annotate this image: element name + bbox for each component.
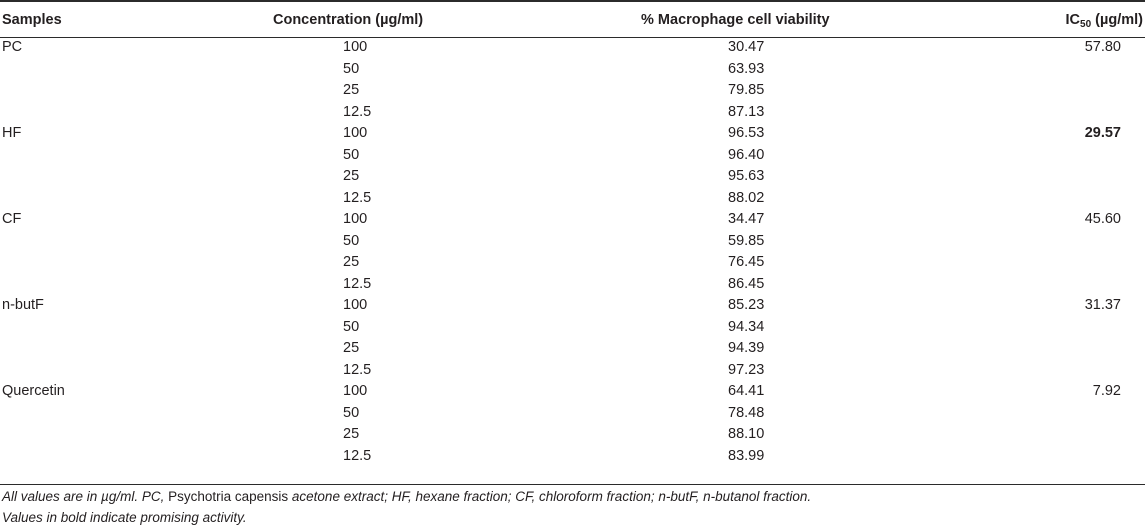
cell-sample (0, 59, 170, 81)
cell-concentration: 12.5 (343, 189, 372, 206)
cell-sample: PC (2, 39, 23, 55)
cell-concentration: 12.5 (343, 447, 372, 464)
cell-ic50 (895, 59, 1145, 81)
cell-concentration: 100 (343, 383, 368, 399)
cell-viability: 86.45 (728, 275, 765, 292)
table-row (0, 37, 1145, 59)
cell-ic50 (895, 446, 1145, 468)
footnote-abbreviations (2, 489, 811, 504)
cell-ic50 (895, 80, 1145, 102)
table-row (0, 209, 1145, 231)
cell-sample (0, 446, 170, 468)
cell-sample (0, 188, 170, 210)
cell-viability: 94.39 (728, 340, 765, 356)
cell-viability: 63.93 (728, 60, 765, 77)
table-row (0, 102, 1145, 124)
table-body (0, 37, 1145, 467)
cell-viability: 96.40 (728, 146, 765, 163)
cell-ic50 (895, 403, 1145, 425)
cell-sample (0, 424, 170, 446)
cell-concentration: 100 (343, 211, 368, 227)
cell-sample (0, 360, 170, 382)
header-ic50-prefix: IC (1065, 11, 1081, 28)
table-row (0, 59, 1145, 81)
cell-concentration: 50 (343, 318, 360, 335)
header-concentration: Concentration (µg/ml) (273, 11, 424, 28)
cell-concentration: 12.5 (343, 361, 372, 378)
cell-ic50 (895, 166, 1145, 188)
table-row (0, 274, 1145, 296)
cell-sample (0, 274, 170, 296)
cell-sample (0, 403, 170, 425)
header-ic50-subscript: 50 (1080, 18, 1092, 30)
cell-concentration: 100 (343, 297, 368, 313)
header-row (0, 2, 1145, 37)
cell-concentration: 100 (343, 125, 368, 141)
table-row (0, 166, 1145, 188)
cell-ic50 (895, 424, 1145, 446)
cell-sample (0, 80, 170, 102)
table-row (0, 317, 1145, 339)
cell-concentration: 25 (343, 426, 360, 442)
cell-ic50 (895, 338, 1145, 360)
cell-concentration: 50 (343, 404, 360, 421)
cell-viability: 78.48 (728, 404, 765, 421)
cell-sample (0, 145, 170, 167)
header-samples: Samples (2, 11, 62, 28)
table-row (0, 446, 1145, 468)
cell-viability: 88.10 (728, 426, 765, 442)
table-row (0, 252, 1145, 274)
header-viability: % Macrophage cell viability (641, 11, 830, 28)
footnote-species-name: Psychotria capensis (168, 489, 289, 504)
cell-ic50: 31.37 (1084, 297, 1121, 313)
results-table (0, 2, 1145, 467)
cell-viability: 97.23 (728, 361, 765, 378)
cell-concentration: 25 (343, 254, 360, 270)
cell-concentration: 25 (343, 340, 360, 356)
cell-sample (0, 166, 170, 188)
cell-viability: 96.53 (728, 125, 765, 141)
cell-ic50 (895, 360, 1145, 382)
cell-sample: HF (2, 125, 22, 141)
table-row (0, 360, 1145, 382)
header-ic50 (895, 2, 1145, 37)
table-row (0, 231, 1145, 253)
table-row (0, 188, 1145, 210)
cell-viability: 87.13 (728, 103, 765, 120)
footnote-abbreviations-part3: acetone extract; HF, hexane fraction; CF, chloroform fraction; n-butF, n-butanol fraction. (288, 489, 812, 504)
cell-sample (0, 338, 170, 360)
table-row (0, 338, 1145, 360)
table-row (0, 295, 1145, 317)
cell-ic50 (895, 274, 1145, 296)
cell-sample (0, 231, 170, 253)
footnote-abbreviations-part1: All values are in µg/ml. PC, (2, 489, 169, 504)
cell-ic50 (895, 102, 1145, 124)
cell-ic50 (895, 231, 1145, 253)
cell-ic50 (895, 188, 1145, 210)
footnote-bold-note: Values in bold indicate promising activity. (2, 510, 247, 525)
table-row (0, 403, 1145, 425)
cell-viability: 64.41 (728, 383, 765, 399)
table-row (0, 424, 1145, 446)
cell-ic50 (895, 252, 1145, 274)
cell-viability: 34.47 (728, 211, 765, 227)
cell-viability: 85.23 (728, 297, 765, 313)
cell-sample: n-butF (2, 297, 44, 313)
cell-sample (0, 102, 170, 124)
cell-viability: 94.34 (728, 318, 765, 335)
cell-concentration: 50 (343, 232, 360, 249)
cell-sample (0, 317, 170, 339)
table-header (0, 2, 1145, 37)
cell-concentration: 100 (343, 39, 368, 55)
cell-concentration: 12.5 (343, 275, 372, 292)
cell-viability: 30.47 (728, 39, 765, 55)
cell-ic50: 45.60 (1084, 211, 1121, 227)
table-bottom-rule (0, 484, 1145, 485)
cell-concentration: 25 (343, 168, 360, 184)
cell-viability: 95.63 (728, 168, 765, 184)
cell-sample (0, 252, 170, 274)
cell-concentration: 25 (343, 82, 360, 98)
cell-viability: 88.02 (728, 189, 765, 206)
cell-concentration: 12.5 (343, 103, 372, 120)
table-row (0, 381, 1145, 403)
cell-sample: CF (2, 211, 22, 227)
cell-ic50: 57.80 (1084, 39, 1121, 55)
cell-viability: 59.85 (728, 232, 765, 249)
cell-viability: 83.99 (728, 447, 765, 464)
cell-viability: 76.45 (728, 254, 765, 270)
table-row (0, 123, 1145, 145)
table-row (0, 80, 1145, 102)
cell-ic50 (895, 317, 1145, 339)
cell-ic50: 7.92 (1092, 383, 1121, 399)
cell-sample: Quercetin (2, 383, 65, 399)
cell-ic50: 29.57 (1084, 125, 1121, 141)
cell-ic50 (895, 145, 1145, 167)
header-ic50-unit: (µg/ml) (1091, 11, 1143, 28)
cell-concentration: 50 (343, 146, 360, 163)
cell-viability: 79.85 (728, 82, 765, 98)
cell-concentration: 50 (343, 60, 360, 77)
table-row (0, 145, 1145, 167)
